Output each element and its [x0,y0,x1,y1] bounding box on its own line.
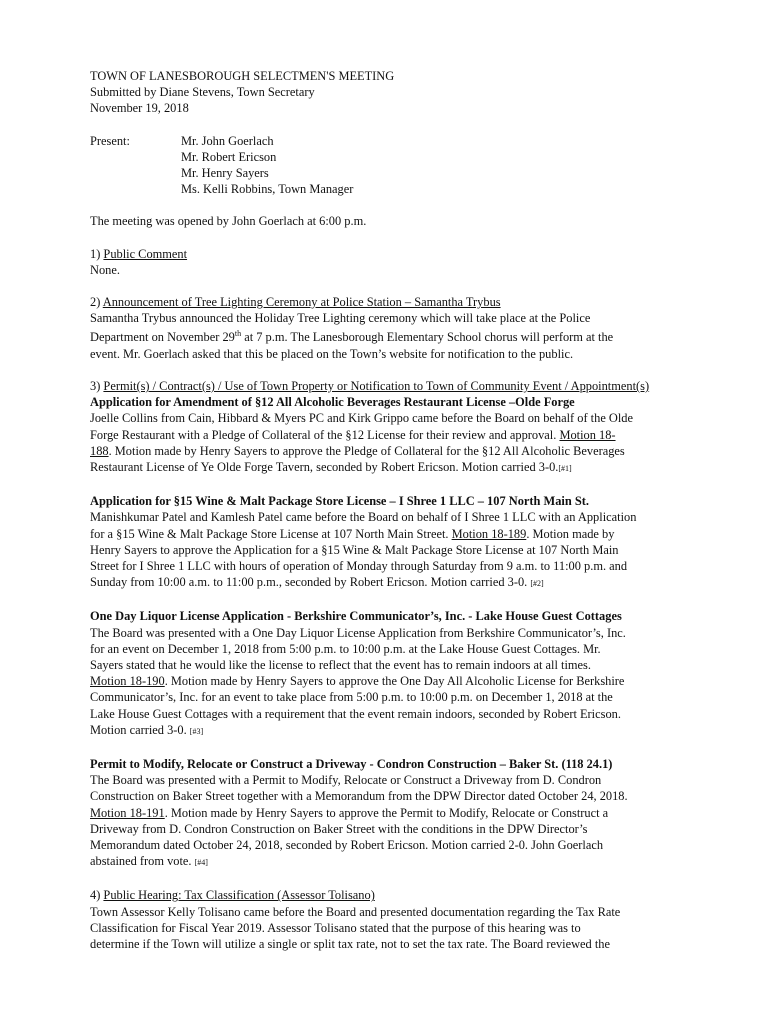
item-3c-line: Communicator’s, Inc. for an event to take place from 5:00 p.m. to 10:00 p.m. on December 1, 2018 at the [90,690,613,705]
attachment-ref: [#1] [558,463,572,473]
item-4-line: Classification for Fiscal Year 2019. Assessor Tolisano stated that the purpose of this hearing was to [90,920,581,935]
motion-number: Motion 18-191 [90,805,165,820]
present-label: Present: [90,133,130,148]
item-3a-title: Application for Amendment of §12 All Alcoholic Beverages Restaurant License –Olde Forge [90,395,575,410]
item-1-heading: 1) Public Comment [90,246,188,261]
item-3d-line: Motion 18-191. Motion made by Henry Sayers to approve the Permit to Modify, Relocate or Construct a [90,805,609,820]
attachment-ref: [#3] [189,726,204,736]
attachment-ref: [#2] [530,579,544,589]
item-3b-line: Street for I Shree 1 LLC with hours of operation of Monday through Saturday from 9 a.m. to 11:00 p.m. and [90,559,628,573]
item-3-heading: 3) Permit(s) / Contract(s) / Use of Town Property or Notification to Town of Community Event / Appointment(s) [90,378,650,393]
item-3d-line: Memorandum dated October 24, 2018, seconded by Robert Ericson. Motion carried 2-0. John Goerlach [90,838,604,853]
item-4-line: Town Assessor Kelly Tolisano came before the Board and presented documentation regarding the Tax Rate [90,904,621,919]
item-3b-line: for a §15 Wine & Malt Package Store License at 107 North Main Street. Motion 18-189. Motion made by [90,526,615,541]
motion-number: 188 [90,443,109,458]
item-4-line: determine if the Town will utilize a single or split tax rate, not to set the tax rate. The Board reviewed the [90,937,610,952]
submitted-by: Submitted by Diane Stevens, Town Secretary [90,85,315,100]
item-3c-line: Motion carried 3-0. [#3] [90,722,204,737]
item-3d-line: The Board was presented with a Permit to Modify, Relocate or Construct a Driveway from D. Condron [90,773,602,788]
item-1-body: None. [90,262,120,277]
item-2-line: Samantha Trybus announced the Holiday Tree Lighting ceremony which will take place at the Police [90,311,591,326]
attendee: Ms. Kelli Robbins, Town Manager [181,182,354,197]
item-3b-title: Application for §15 Wine & Malt Package Store License – I Shree 1 LLC – 107 North Main St. [90,494,589,509]
item-2-heading: 2) Announcement of Tree Lighting Ceremony at Police Station – Samantha Trybus [90,295,501,310]
motion-number: Motion 18-190 [90,674,165,689]
meeting-minutes-page [90,68,710,952]
item-3c-line: for an event on December 1, 2018 from 5:00 p.m. to 10:00 p.m. at the Lake House Guest Cottages. Mr. [90,641,601,656]
item-3b-line: Henry Sayers to approve the Application for a §15 Wine & Malt Package Store License at 107 North Main [90,542,619,557]
item-3a-line: Joelle Collins from Cain, Hibbard & Myers PC and Kirk Grippo came before the Board on behalf of the Olde [90,411,633,426]
document-title: TOWN OF LANESBOROUGH SELECTMEN'S MEETING [90,69,395,83]
item-2-line: Department on November 29th at 7 p.m. The Lanesborough Elementary School chorus will perform at the [90,329,614,345]
meeting-date: November 19, 2018 [90,101,189,116]
motion-number: Motion 18- [559,427,616,442]
item-3a-line: Forge Restaurant with a Pledge of Collateral of the §12 License for their review and approval. Motion 18- [90,427,616,442]
item-3c-line: Motion 18-190. Motion made by Henry Sayers to approve the One Day All Alcoholic License for Berkshire [90,674,625,689]
attendance-block [90,133,710,198]
item-3c-title: One Day Liquor License Application - Berkshire Communicator’s, Inc. - Lake House Guest Cottages [90,609,622,624]
item-3a-line: 188. Motion made by Henry Sayers to approve the Pledge of Collateral for the §12 All Alcoholic Beverages [90,443,625,458]
attendee: Mr. John Goerlach [181,133,274,148]
item-2-line: event. Mr. Goerlach asked that this be placed on the Town’s website for notification to the public. [90,346,574,361]
meeting-opening: The meeting was opened by John Goerlach at 6:00 p.m. [90,214,367,229]
item-3c-line: Lake House Guest Cottages with a requirement that the event remain indoors, seconded by Robert Ericson. [90,706,621,721]
item-3c-line: Sayers stated that he would like the license to reflect that the event has to remain indoors at all times. [90,658,591,673]
item-3d-line: Construction on Baker Street together with a Memorandum from the DPW Director dated October 24, 2018. [90,789,628,804]
attachment-ref: [#4] [194,858,208,868]
item-3b-line: Manishkumar Patel and Kamlesh Patel came before the Board on behalf of I Shree 1 LLC with an Application [90,510,637,525]
item-3c-line: The Board was presented with a One Day Liquor License Application from Berkshire Communicator’s, Inc. [90,625,626,640]
item-3d-line: abstained from vote. [#4] [90,854,208,869]
motion-number: Motion 18-189 [451,526,527,541]
item-3d-line: Driveway from D. Condron Construction on Baker Street with the conditions in the DPW Director’s [90,821,588,836]
item-3d-title: Permit to Modify, Relocate or Construct a Driveway - Condron Construction – Baker St. (118 24.1) [90,757,613,772]
attendee: Mr. Robert Ericson [181,149,277,164]
attendee: Mr. Henry Sayers [181,166,269,181]
item-3a-line: Restaurant License of Ye Olde Forge Tavern, seconded by Robert Ericson. Motion carried 3-0.[#1] [90,459,572,474]
item-3b-line: Sunday from 10:00 a.m. to 11:00 p.m., seconded by Robert Ericson. Motion carried 3-0. [#2] [90,575,544,590]
item-4-heading: 4) Public Hearing: Tax Classification (Assessor Tolisano) [90,888,375,903]
